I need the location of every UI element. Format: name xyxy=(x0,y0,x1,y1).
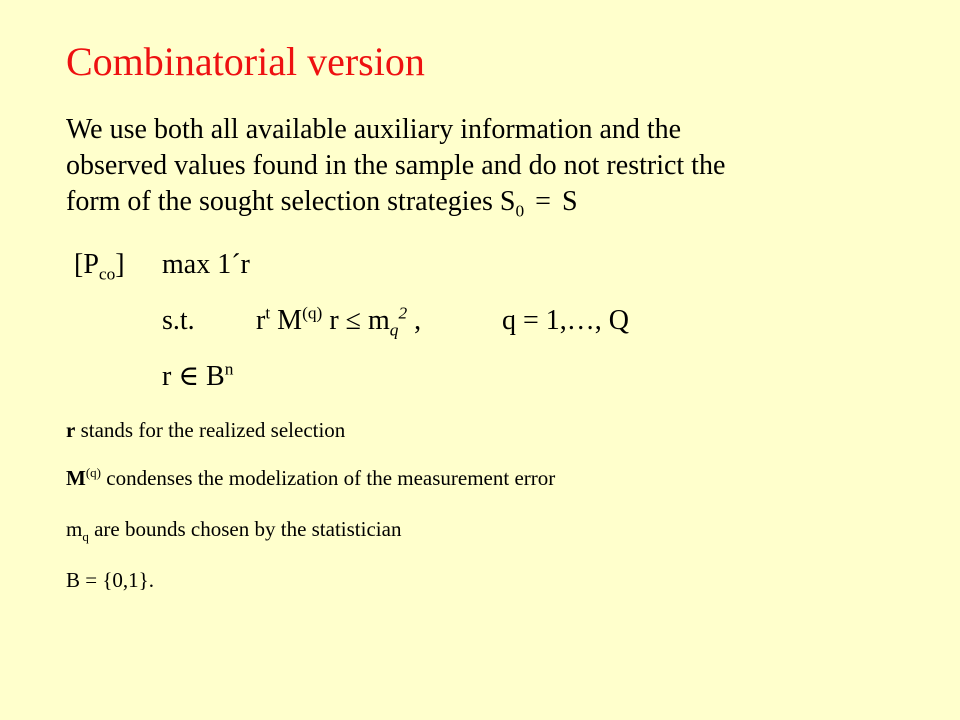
problem-constraint xyxy=(256,304,421,338)
note-M xyxy=(66,465,555,491)
problem-label-subscript: co xyxy=(98,264,116,284)
constraint-q-superscript: (q) xyxy=(302,303,323,323)
domain-text: r ∈ B xyxy=(162,361,225,392)
domain-superscript: n xyxy=(224,359,234,379)
note-r xyxy=(66,417,345,443)
intro-line-1: We use both all available auxiliary information and the xyxy=(66,114,682,145)
constraint-r: r xyxy=(256,305,266,336)
note-M-symbol: M xyxy=(66,466,86,490)
note-r-symbol: r xyxy=(66,418,76,442)
constraint-m-subscript: q xyxy=(389,320,399,340)
problem-domain xyxy=(162,360,233,394)
problem-label-close: ] xyxy=(115,249,125,280)
problem-label-open: [P xyxy=(74,249,99,280)
intro-s-subscript: 0 xyxy=(515,201,525,221)
slide-title: Combinatorial version xyxy=(66,39,425,84)
note-M-superscript: (q) xyxy=(85,465,102,480)
constraint-t-superscript: t xyxy=(265,303,271,323)
constraint-comma: , xyxy=(414,305,422,336)
constraint-range: q = 1,…, Q xyxy=(502,305,630,336)
constraint-mid: r ≤ m xyxy=(329,305,390,336)
intro-line-2: observed values found in the sample and do not restrict the xyxy=(66,150,726,181)
note-m-subscript: q xyxy=(82,529,89,545)
note-m-text: are bounds chosen by the statistician xyxy=(88,517,402,541)
intro-paragraph xyxy=(66,112,866,220)
note-B: B = {0,1}. xyxy=(66,568,155,592)
problem-st-label: s.t. xyxy=(162,305,195,336)
note-r-text: stands for the realized selection xyxy=(75,418,346,442)
intro-line-3 xyxy=(66,184,866,220)
constraint-M: M xyxy=(277,305,303,336)
intro-line-3-text: form of the sought selection strategies S xyxy=(66,186,516,217)
problem-objective: max 1´r xyxy=(162,249,250,280)
note-m-symbol: m xyxy=(66,517,83,541)
note-M-text: condenses the modelization of the measurement error xyxy=(101,466,556,490)
problem-label xyxy=(74,248,125,282)
note-m xyxy=(66,516,402,545)
intro-line-3-tail: = S xyxy=(524,186,578,217)
constraint-m-superscript: 2 xyxy=(398,303,408,323)
